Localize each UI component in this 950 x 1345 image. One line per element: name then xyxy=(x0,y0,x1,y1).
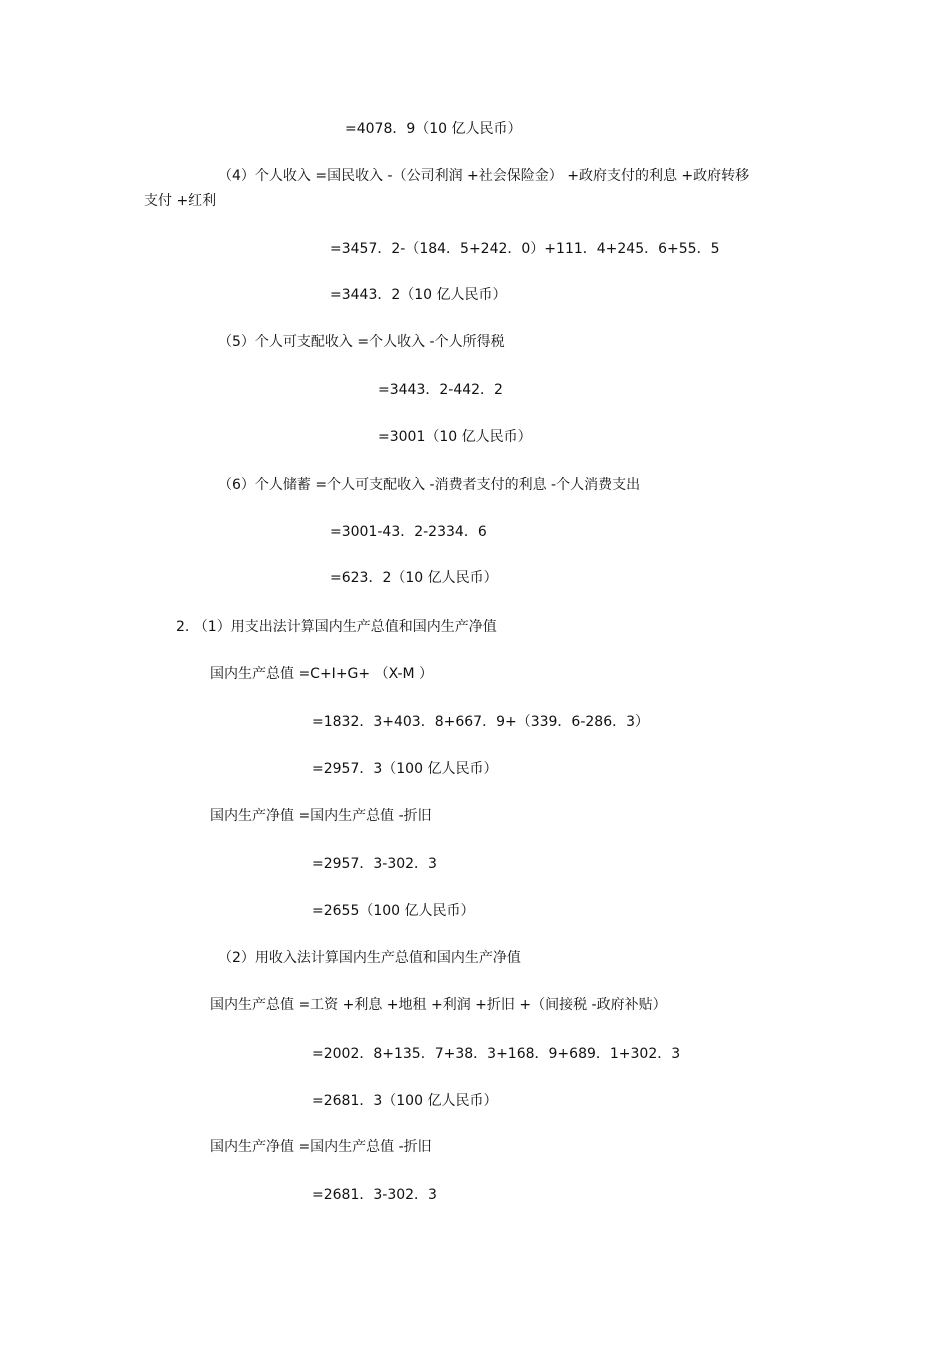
formula-gdp-income: 国内生产总值 =工资 +利息 +地租 +利润 +折旧 +（间接税 -政府补贴） xyxy=(210,997,667,1013)
formula-ndp-income: 国内生产净值 =国内生产总值 -折旧 xyxy=(210,1139,432,1155)
calc-ndp-expenditure: =2957．3-302．3 xyxy=(312,856,437,872)
result-personal-saving: =623．2（10 亿人民币） xyxy=(330,570,498,586)
calc-personal-income: =3457．2-（184．5+242．0）+111．4+245．6+55．5 xyxy=(330,241,720,257)
calc-gdp-expenditure: =1832．3+403．8+667．9+（339．6-286．3） xyxy=(312,714,650,730)
result-line-gnp-value: =4078．9（10 亿人民币） xyxy=(345,121,522,137)
formula-disposable-income: （5）个人可支配收入 =个人收入 -个人所得税 xyxy=(218,334,505,350)
formula-personal-income: （4）个人收入 =国民收入 -（公司利润 +社会保险金） +政府支付的利息 +政府转移 xyxy=(218,168,750,184)
calc-disposable-income: =3443．2-442．2 xyxy=(378,382,503,398)
result-gdp-expenditure: =2957．3（100 亿人民币） xyxy=(312,761,498,777)
result-personal-income: =3443．2（10 亿人民币） xyxy=(330,287,507,303)
result-gdp-income: =2681．3（100 亿人民币） xyxy=(312,1093,498,1109)
calc-ndp-income: =2681．3-302．3 xyxy=(312,1187,437,1203)
question-2-part-2-heading: （2）用收入法计算国内生产总值和国内生产净值 xyxy=(218,950,521,966)
formula-personal-income-continued: 支付 +红利 xyxy=(144,193,217,209)
calc-gdp-income: =2002．8+135．7+38．3+168．9+689．1+302．3 xyxy=(312,1046,681,1062)
result-ndp-expenditure: =2655（100 亿人民币） xyxy=(312,903,475,919)
question-2-part-1-heading: 2. （1）用支出法计算国内生产总值和国内生产净值 xyxy=(176,619,497,635)
result-disposable-income: =3001（10 亿人民币） xyxy=(378,429,532,445)
formula-personal-saving: （6）个人储蓄 =个人可支配收入 -消费者支付的利息 -个人消费支出 xyxy=(218,477,641,493)
formula-ndp-expenditure: 国内生产净值 =国内生产总值 -折旧 xyxy=(210,808,432,824)
formula-gdp-expenditure: 国内生产总值 =C+I+G+ （X-M ） xyxy=(210,666,434,682)
calc-personal-saving: =3001-43．2-2334．6 xyxy=(330,524,487,540)
